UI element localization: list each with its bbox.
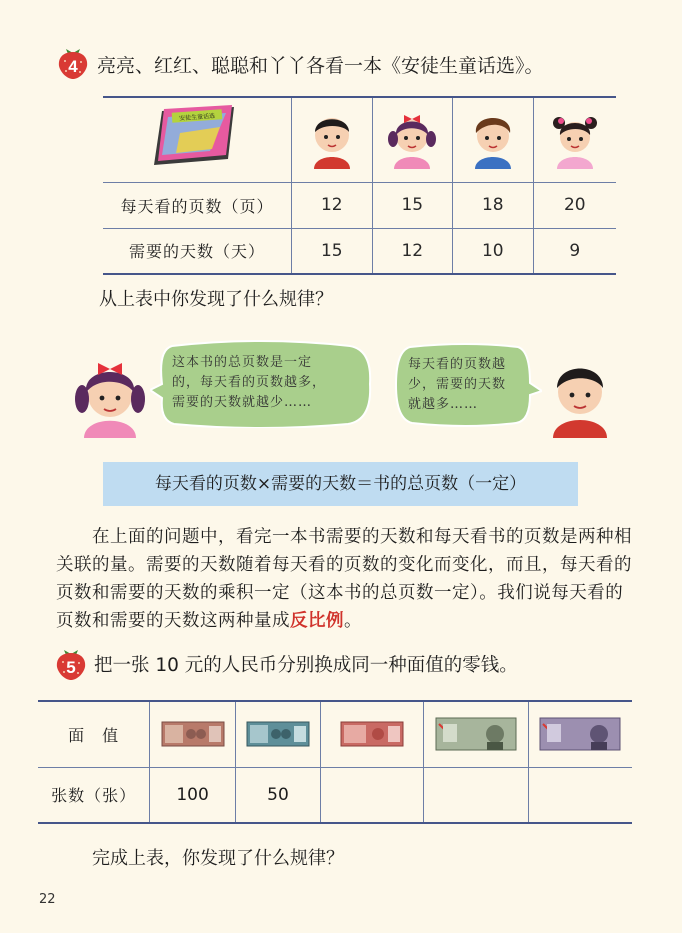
count-cell: 100	[150, 767, 235, 823]
formula-box: 每天看的页数×需要的天数＝书的总页数（一定）	[103, 462, 578, 506]
speech-line: 每天看的页数越	[408, 357, 507, 372]
girl-speech-text	[172, 353, 326, 413]
row-label-count: 张数（张）	[38, 767, 150, 823]
bill-cell	[321, 701, 424, 767]
problem-5-number: 5	[66, 658, 76, 677]
row-label-pages-per-day: 每天看的页数（页）	[103, 182, 292, 228]
currency-table	[38, 700, 632, 824]
reading-table	[103, 96, 616, 275]
count-cell: 50	[235, 767, 320, 823]
boy-avatar	[465, 105, 521, 169]
girl-honghong-cell	[372, 97, 453, 182]
table-cell: 15	[292, 228, 373, 274]
bill-cell	[150, 701, 235, 767]
speech-line: 少，需要的天数	[408, 377, 507, 392]
problem-4-prompt: 从上表中你发现了什么规律？	[99, 289, 333, 310]
speech-line: 的，每天看的页数越多，	[172, 375, 327, 390]
bill-cell	[424, 701, 528, 767]
banknote-5jiao-image	[340, 719, 404, 749]
table-cell: 15	[372, 182, 453, 228]
problem-5-prompt: 完成上表，你发现了什么规律？	[92, 848, 344, 869]
boy-speech-bubble	[392, 343, 542, 427]
table-row	[103, 182, 616, 228]
table-row	[38, 701, 632, 767]
paragraph-text: 在上面的问题中，看完一本书需要的天数和每天看书的页数是两种相关联的量。需要的天数随着每天看的页数的变化而变化，而且，每天看的页数和需要的天数的乘积一定（这本书的总页数一定）。我们说每天看的页数和需要的天数这两种量成	[56, 527, 632, 631]
bill-cell	[235, 701, 320, 767]
table-cell: 12	[372, 228, 453, 274]
girl-speaker-icon	[70, 343, 150, 438]
count-cell	[321, 767, 424, 823]
girl-yaya-cell	[533, 97, 616, 182]
boy-speaker	[545, 348, 615, 442]
problem-4-number: 4	[68, 57, 78, 76]
table-cell: 20	[533, 182, 616, 228]
problem-5-badge	[54, 645, 88, 685]
boy-avatar	[304, 105, 360, 169]
banknote-1yuan-image	[435, 716, 517, 752]
banknote-5yuan-image	[539, 716, 621, 752]
paragraph-end: 。	[344, 611, 362, 631]
row-label-days-needed: 需要的天数（天）	[103, 228, 292, 274]
girl-avatar	[547, 105, 603, 169]
problem-4-question: 亮亮、红红、聪聪和丫丫各看一本《安徒生童话选》。	[97, 55, 544, 77]
keyword-inverse-proportion: 反比例	[290, 611, 344, 631]
table-cell: 10	[453, 228, 534, 274]
speech-line: 这本书的总页数是一定	[172, 355, 313, 370]
table-cell: 9	[533, 228, 616, 274]
boy-speaker-icon	[545, 348, 615, 438]
table-cell: 12	[292, 182, 373, 228]
table-row	[103, 228, 616, 274]
speech-line: 就越多……	[408, 397, 479, 412]
banknote-1jiao-image	[161, 719, 225, 749]
table-cell: 18	[453, 182, 534, 228]
bill-cell	[528, 701, 632, 767]
boy-speech-text	[408, 355, 506, 415]
problem-5-question: 把一张 10 元的人民币分别换成同一种面值的零钱。	[94, 655, 518, 676]
girl-speaker	[70, 343, 150, 442]
problem-4-badge	[56, 44, 90, 84]
count-cell	[528, 767, 632, 823]
row-label-denomination: 面 值	[38, 701, 150, 767]
boy-liangliang-cell	[292, 97, 373, 182]
speech-line: 需要的天数就越少……	[172, 395, 313, 410]
book-title: 安徒生童话选	[178, 112, 215, 123]
girl-speech-bubble	[150, 340, 372, 428]
count-cell	[424, 767, 528, 823]
banknote-2jiao-image	[246, 719, 310, 749]
book-illustration	[150, 103, 245, 171]
table-row	[38, 767, 632, 823]
strawberry-number-icon	[56, 44, 90, 80]
girl-avatar	[384, 105, 440, 169]
book-image-cell	[103, 97, 292, 182]
page-number: 22	[39, 892, 56, 907]
boy-congcong-cell	[453, 97, 534, 182]
strawberry-number-icon	[54, 645, 88, 681]
explanation-paragraph	[56, 523, 634, 635]
